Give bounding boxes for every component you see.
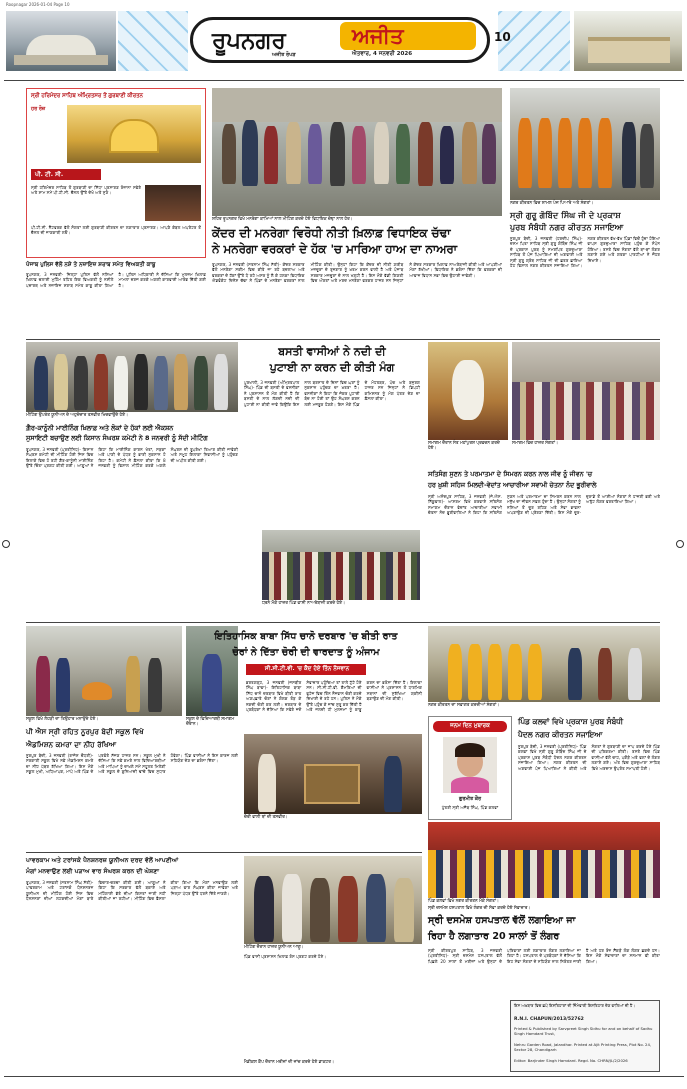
theft-photo-caption: ਚੋਰੀ ਵਾਲੀ ਥਾਂ ਦੀ ਤਸਵੀਰ। <box>244 815 288 820</box>
school-headline-1: ਪੀ ਐਸ ਸ੍ਰੀ ਰਹਿਤ ਨੂਰਪੁਰ ਬੇਦੀ ਸਕੂਲ ਵਿਖੇ <box>26 727 144 736</box>
panj-pyare-figure <box>578 118 592 188</box>
person-figure <box>440 126 454 184</box>
guru-body: ਨੂਰਪੁਰ ਬੇਦੀ, 3 ਜਨਵਰੀ (ਹਰਦੀਪ ਸਿੰਘ)- ਦਸਮ ਪਿਤਾ ਸਾਹਿਬ ਸ੍ਰੀ ਗੁਰੂ ਗੋਬਿੰਦ ਸਿੰਘ ਜੀ ਦੇ ਪ੍ਰਕਾਸ਼ ਪੁਰਬ ਨੂੰ ਸਮਰਪਿਤ ਗੁਰਦੁਆਰਾ ਸਾਹਿਬ ਤੋਂ ਪੰਜ ਪਿਆਰਿਆਂ ਦੀ ਅਗਵਾਈ ਅਤੇ ਸ੍ਰੀ ਗੁਰੂ ਗ੍ਰੰਥ ਸਾਹਿਬ ਜੀ ਦੀ ਛਤਰ ਛਾਇਆ ਹੇਠ ਵਿਸ਼ਾਲ ਨਗਰ ਕੀਰਤਨ ਸਜਾਇਆ ਗਿਆ। ਨਗਰ ਕੀਰਤਨ ਵੱਖ-ਵੱਖ ਪਿੰਡਾਂ ਵਿਚੋਂ ਹੁੰਦਾ ਹੋਇਆ ਵਾਪਸ ਗੁਰਦੁਆਰਾ ਸਾਹਿਬ ਪਹੁੰਚ ਕੇ ਸੰਪੰਨ ਹੋਇਆ। ਰਸਤੇ ਵਿਚ ਸੰਗਤਾਂ ਵੱਲੋਂ ਥਾਂ-ਥਾਂ ਲੰਗਰ ਲਗਾਏ ਗਏ ਅਤੇ ਗਤਕਾ ਪਾਰਟੀਆਂ ਨੇ ਜੌਹਰ ਦਿਖਾਏ। <box>510 236 660 269</box>
sangat-crowd <box>512 382 660 440</box>
person-figure <box>394 878 414 942</box>
satsang-headline-1: ਸਤਿਸੰਗ ਸੁਣਨ ਤੇ ਪਰਮਾਤਮਾ ਦੇ ਸਿਮਰਨ ਕਰਨ ਨਾਲ ਜੀਵ ਨੂੰ ਜੀਵਨ 'ਚ <box>428 470 593 478</box>
birthday-box <box>428 716 512 820</box>
person-figure <box>310 878 330 942</box>
person-figure <box>396 124 410 184</box>
protest-caption: ਧਰਨੇ ਮੌਕੇ ਹਾਜ਼ਰ ਪਿੰਡ ਵਾਸੀ ਨਾਅਰੇਬਾਜ਼ੀ ਕਰਦੇ ਹੋਏ। <box>262 601 345 606</box>
union-body: ਰੂਪਨਗਰ, 3 ਜਨਵਰੀ (ਸਤਨਾਮ ਸਿੰਘ ਸੱਤੀ)- ਪਾਵਰਕਾਮ ਅਤੇ ਟਰਾਂਸਕੋ ਪੈਨਸ਼ਨਰਜ਼ ਯੂਨੀਅਨ ਦੀ ਮੀਟਿੰਗ ਹੋਈ ਜਿਸ ਵਿਚ ਪੈਨਸ਼ਨਰਾਂ ਦੀਆਂ ਲਟਕਦੀਆਂ ਮੰਗਾਂ ਬਾਰੇ ਵਿਚਾਰ-ਚਰਚਾ ਕੀਤੀ ਗਈ। ਆਗੂਆਂ ਨੇ ਕਿਹਾ ਕਿ ਸਰਕਾਰ ਵੱਲੋਂ ਬਕਾਏ ਅਤੇ ਮਹਿੰਗਾਈ ਭੱਤੇ ਦੀਆਂ ਕਿਸ਼ਤਾਂ ਜਾਰੀ ਨਹੀਂ ਕੀਤੀਆਂ ਜਾ ਰਹੀਆਂ। ਮੀਟਿੰਗ ਵਿਚ ਫ਼ੈਸਲਾ ਕੀਤਾ ਗਿਆ ਕਿ ਮੰਗਾਂ ਮਨਵਾਉਣ ਲਈ ਪੜਾਅ ਵਾਰ ਸੰਘਰਸ਼ ਕੀਤਾ ਜਾਵੇਗਾ ਅਤੇ ਜ਼ਿਲ੍ਹਾ ਪੱਧਰ ਉੱਤੇ ਧਰਨੇ ਦਿੱਤੇ ਜਾਣਗੇ। <box>26 880 238 902</box>
school-photo <box>26 626 182 716</box>
satsang-body: ਸ੍ਰੀ ਅਨੰਦਪੁਰ ਸਾਹਿਬ, 3 ਜਨਵਰੀ (ਜੇ.ਐਸ. ਨਿੱਕੂਵਾਲ)- ਆਸ਼ਰਮ ਵਿਖੇ ਕਰਵਾਏ ਸਤਿਸੰਗ ਸਮਾਗਮ ਦੌਰਾਨ ਵੇਦਾਂਤ ਆਚਾਰੀਆ ਸਵਾਮੀ ਚੇਤਨਾ ਨੰਦ ਭੂਰੀਵਾਲਿਆਂ ਨੇ ਕਿਹਾ ਕਿ ਸਤਿਸੰਗ ਸੁਣਨ ਅਤੇ ਪਰਮਾਤਮਾ ਦਾ ਸਿਮਰਨ ਕਰਨ ਨਾਲ ਮਨੁੱਖ ਦਾ ਜੀਵਨ ਸਫ਼ਲ ਹੁੰਦਾ ਹੈ। ਉਨ੍ਹਾਂ ਸੰਗਤਾਂ ਨੂੰ ਨਸ਼ਿਆਂ ਤੋਂ ਦੂਰ ਰਹਿਣ ਅਤੇ ਸੇਵਾ ਭਾਵਨਾ ਅਪਣਾਉਣ ਦੀ ਪ੍ਰੇਰਣਾ ਦਿੱਤੀ। ਇਸ ਮੌਕੇ ਦੂਰ-ਦੁਰਾਡੇ ਤੋਂ ਆਈਆਂ ਸੰਗਤਾਂ ਨੇ ਹਾਜ਼ਰੀ ਭਰੀ ਅਤੇ ਅਤੁੱਟ ਲੰਗਰ ਵਰਤਾਇਆ ਗਿਆ। <box>428 494 660 516</box>
lead-photo-building <box>212 88 502 122</box>
person-figure <box>222 124 236 184</box>
lead-photo <box>212 88 502 216</box>
person-figure <box>568 648 582 700</box>
lead-photo-caption: ਸ਼ਹਿਰ ਰੂਪਨਗਰ ਵਿਖੇ ਮਨਰੇਗਾ ਕਾਮਿਆਂ ਨਾਲ ਮੀਟਿੰਗ ਕਰਦੇ ਹੋਏ ਵਿਧਾਇਕ ਚੱਢਾ ਨਾਲ ਹੋਰ। <box>212 217 353 222</box>
union-headline-2: ਮੰਗਾਂ ਮਨਵਾਉਣ ਲਈ ਪੜਾਅ ਵਾਰ ਸੰਘਰਸ਼ ਕਰਨ ਦੀ ਘੋਸ਼ਣਾ <box>26 868 160 875</box>
birthday-title: ਜਨਮ ਦਿਨ ਮੁਬਾਰਕ <box>450 723 490 729</box>
person-figure <box>194 356 208 410</box>
panj-pyare-figure <box>558 118 572 188</box>
guru-photo <box>510 88 660 200</box>
person-figure <box>242 120 258 186</box>
kalwan-headline-2: ਪੈਦਲ ਨਗਰ ਕੀਰਤਨ ਸਜਾਇਆ <box>518 730 603 739</box>
person-figure <box>374 122 389 184</box>
person-figure <box>154 356 168 410</box>
masthead-date: ਐਤਵਾਰ, 4 ਜਨਵਰੀ 2026 <box>352 51 413 57</box>
person-figure <box>114 356 128 410</box>
ad-temple-photo <box>67 105 201 163</box>
guru-headline-1: ਸ੍ਰੀ ਗੁਰੂ ਗੋਬਿੰਦ ਸਿੰਘ ਜੀ ਦੇ ਪ੍ਰਕਾਸ਼ <box>510 210 621 220</box>
river-headline-2: ਪੁਟਾਈ ਨਾ ਕਰਨ ਦੀ ਕੀਤੀ ਮੰਗ <box>269 361 395 374</box>
person-figure <box>282 874 302 942</box>
panj-pyare-figure <box>598 118 612 188</box>
imprint-line1: Printed & Published by Sarvpreet Singh Sidhu for and on behalf of Sadhu Singh Hamdard Trust, <box>514 1026 653 1036</box>
person-figure <box>482 124 496 184</box>
fort-building <box>588 37 670 63</box>
person-figure <box>640 124 654 188</box>
kalwan-headline-1: ਪਿੰਡ ਕਲਵਾਂ ਵਿਖੇ ਪ੍ਰਕਾਸ਼ ਪੁਰਬ ਸੰਬੰਧੀ <box>518 717 624 726</box>
person-figure <box>126 656 140 712</box>
protest-crowd <box>262 552 420 600</box>
meeting-photo-caption: ਮੀਟਿੰਗ ਉਪਰੰਤ ਯੂਨੀਅਨ ਦੇ ਅਹੁਦੇਦਾਰ ਤਸਵੀਰ ਖਿਚਵਾਉਂਦੇ ਹੋਏ। <box>26 413 128 418</box>
imprint-box <box>510 1000 660 1072</box>
kalwan-photo <box>428 822 660 898</box>
kalwan-caption: ਪਿੰਡ ਕਲਵਾਂ ਵਿਖੇ ਨਗਰ ਕੀਰਤਨ ਮੌਕੇ ਸੰਗਤਾਂ। <box>428 899 499 904</box>
lead-body: ਰੂਪਨਗਰ, 3 ਜਨਵਰੀ (ਸਤਨਾਮ ਸਿੰਘ ਸੱਤੀ)- ਕੇਂਦਰ ਸਰਕਾਰ ਵੱਲੋਂ ਮਨਰੇਗਾ ਸਕੀਮ ਵਿਚ ਕੀਤੇ ਜਾ ਰਹੇ ਬਦਲਾਅ ਅਤੇ ਵਰਕਰਾਂ ਦੇ ਹੱਕਾਂ ਉੱਤੇ ਪੈ ਰਹੇ ਅਸਰ ਨੂੰ ਲੈ ਕੇ ਹਲਕਾ ਵਿਧਾਇਕ ਐਡਵੋਕੇਟ ਦਿਨੇਸ਼ ਚੱਢਾ ਨੇ ਪਿੰਡਾਂ ਦੇ ਮਨਰੇਗਾ ਵਰਕਰਾਂ ਨਾਲ ਮੀਟਿੰਗ ਕੀਤੀ। ਉਨ੍ਹਾਂ ਕਿਹਾ ਕਿ ਕੇਂਦਰ ਦੀ ਨੀਤੀ ਗ਼ਰੀਬ ਮਜ਼ਦੂਰਾਂ ਦੇ ਰੁਜ਼ਗਾਰ ਨੂੰ ਖ਼ਤਮ ਕਰਨ ਵਾਲੀ ਹੈ ਅਤੇ ਪੰਜਾਬ ਸਰਕਾਰ ਮਜ਼ਦੂਰਾਂ ਦੇ ਨਾਲ ਖੜ੍ਹੀ ਹੈ। ਇਸ ਮੌਕੇ ਵੱਡੀ ਗਿਣਤੀ ਵਿਚ ਔਰਤਾਂ ਅਤੇ ਮਰਦ ਮਨਰੇਗਾ ਵਰਕਰ ਹਾਜ਼ਰ ਸਨ ਜਿਨ੍ਹਾਂ ਨੇ ਕੇਂਦਰ ਸਰਕਾਰ ਖ਼ਿਲਾਫ਼ ਨਾਅਰੇਬਾਜ਼ੀ ਕੀਤੀ ਅਤੇ ਆਪਣੀਆਂ ਮੰਗਾਂ ਰੱਖੀਆਂ। ਵਿਧਾਇਕ ਨੇ ਭਰੋਸਾ ਦਿੱਤਾ ਕਿ ਵਰਕਰਾਂ ਦੀ ਆਵਾਜ਼ ਵਿਧਾਨ ਸਭਾ ਵਿਚ ਉਠਾਈ ਜਾਵੇਗੀ। <box>212 262 502 284</box>
cctv-strap: ਸੀ.ਸੀ.ਟੀ.ਵੀ. 'ਚ ਕੈਦ ਹੋਏ ਤਿੰਨ ਨੌਜਵਾਨ <box>264 666 350 672</box>
ad-live-label: ਹਰ ਰੋਜ਼ <box>31 106 46 112</box>
satsang-caption-2: ਸਮਾਗਮ ਵਿਚ ਹਾਜ਼ਰ ਸੰਗਤਾਂ। <box>512 441 558 446</box>
page-number: 10 <box>494 30 511 44</box>
birthday-name: ਗੁਰਮੀਤ ਕੌਰ <box>459 797 481 802</box>
person-figure <box>258 754 276 812</box>
bottom-rule <box>4 1076 684 1077</box>
person-figure <box>254 876 274 942</box>
person-figure <box>598 648 612 700</box>
section-rule-2 <box>26 622 660 623</box>
small-left-headline: ਪੰਜਾਬ ਪੁਲਿਸ ਵੱਲੋਂ ਨਸ਼ੇ ਤੇ ਨਜ਼ਾਇਜ਼ ਸ਼ਰਾਬ ਸਮੇਤ ਵਿਅਕਤੀ ਕਾਬੂ <box>26 262 156 268</box>
person-figure <box>174 354 188 410</box>
meeting-headline-1: ਗ਼ੈਰ-ਕਾਨੂੰਨੀ ਮਾਈਨਿੰਗ ਖ਼ਿਲਾਫ਼ ਅਤੇ ਲੋਕਾਂ ਦੇ ਹੱਕਾਂ ਲਈ ਐਕਸ਼ਨ <box>26 424 174 432</box>
person-figure <box>56 658 70 712</box>
masthead-pattern-left <box>118 11 188 71</box>
panj-pyare-figure <box>508 644 522 700</box>
satsang-photo-2 <box>512 342 660 440</box>
birthday-sub: ਪੁੱਤਰੀ ਸ੍ਰੀ ਅਜੈਬ ਸਿੰਘ, ਪਿੰਡ ਕਲਵਾਂ <box>441 805 499 810</box>
masthead-right-photo <box>574 11 682 71</box>
person-figure <box>418 122 433 186</box>
imprint-regn: R.N.I. CHAPUN/2013/52762 <box>514 1017 584 1022</box>
person-figure <box>462 122 477 184</box>
ad-body: ਸ੍ਰੀ ਹਰਿਮੰਦਰ ਸਾਹਿਬ ਤੋਂ ਗੁਰਬਾਣੀ ਦਾ ਸਿੱਧਾ ਪ੍ਰਸਾਰਣ ਰੋਜ਼ਾਨਾ ਸਵੇਰੇ ਅਤੇ ਸ਼ਾਮ ਸਮੇਂ ਪੀ.ਟੀ.ਸੀ. ਚੈਨਲ ਉੱਤੇ ਦੇਖੋ ਅਤੇ ਸੁਣੋ। <box>31 185 141 196</box>
child-dress <box>451 777 489 793</box>
panj-pyare-figure <box>518 118 532 188</box>
union-photo <box>244 856 422 944</box>
hospital-photo-caption: ਸ੍ਰੀ ਦਸਮੇਸ਼ ਹਸਪਤਾਲ ਵਿਖੇ ਲੰਗਰ ਦੀ ਸੇਵਾ ਕਰਦੇ ਹੋਏ ਸੇਵਾਦਾਰ। <box>428 906 531 911</box>
masthead-sub: ਅਜੀਤ ਰੋਪੜ <box>272 52 296 58</box>
person-figure <box>330 122 345 186</box>
ad-title: ਸ੍ਰੀ ਹਰਿਮੰਦਰ ਸਾਹਿਬ ਅੰਮ੍ਰਿਤਸਰ ਤੋਂ ਗੁਰਬਾਣੀ ਕੀਰਤਨ <box>31 93 143 99</box>
person-figure <box>36 656 50 712</box>
bonfire <box>82 682 112 700</box>
broken-golak <box>304 764 360 804</box>
panj-pyare-figure <box>528 644 542 700</box>
person-figure <box>74 356 88 410</box>
hospital-body: ਸ੍ਰੀ ਕੀਰਤਪੁਰ ਸਾਹਿਬ, 3 ਜਨਵਰੀ (ਪ੍ਰਤੀਨਿਧ)- ਸ੍ਰੀ ਦਸਮੇਸ਼ ਹਸਪਤਾਲ ਵੱਲੋਂ ਪਿਛਲੇ 20 ਸਾਲਾਂ ਤੋਂ ਮਰੀਜ਼ਾਂ ਅਤੇ ਉਨ੍ਹਾਂ ਦੇ ਪਰਿਵਾਰਾਂ ਲਈ ਲਗਾਤਾਰ ਲੰਗਰ ਲਗਾਇਆ ਜਾ ਰਿਹਾ ਹੈ। ਹਸਪਤਾਲ ਦੇ ਪ੍ਰਬੰਧਕਾਂ ਨੇ ਦੱਸਿਆ ਕਿ ਇਹ ਸੇਵਾ ਸੰਗਤਾਂ ਦੇ ਸਹਿਯੋਗ ਨਾਲ ਨਿਰੰਤਰ ਜਾਰੀ ਹੈ ਅਤੇ ਹਰ ਰੋਜ਼ ਸੈਂਕੜੇ ਲੋਕ ਲੰਗਰ ਛਕਦੇ ਹਨ। ਇਸ ਮੌਕੇ ਸੇਵਾਦਾਰਾਂ ਦਾ ਸਨਮਾਨ ਵੀ ਕੀਤਾ ਗਿਆ। <box>428 948 660 964</box>
birthday-photo <box>443 737 497 793</box>
masthead-city: ਰੂਪਨਗਰ <box>212 28 286 54</box>
temple-base <box>14 55 108 65</box>
imprint-text: ਇਸ ਅਖ਼ਬਾਰ ਵਿਚ ਛਪੇ ਇਸ਼ਤਿਹਾਰਾਂ ਦੀ ਜ਼ਿੰਮੇਵਾਰੀ ਇਸ਼ਤਿਹਾਰ ਦੇਣ ਵਾਲਿਆਂ ਦੀ ਹੈ। <box>514 1003 636 1008</box>
kirtan-photo <box>428 626 660 702</box>
kirtan-caption: ਨਗਰ ਕੀਰਤਨ ਦਾ ਸਵਾਗਤ ਕਰਦੀਆਂ ਸੰਗਤਾਂ। <box>428 703 500 708</box>
golden-temple <box>111 121 157 151</box>
kalwan-body: ਨੂਰਪੁਰ ਬੇਦੀ, 3 ਜਨਵਰੀ (ਪ੍ਰਤੀਨਿਧ)- ਪਿੰਡ ਕਲਵਾਂ ਵਿਖੇ ਸ੍ਰੀ ਗੁਰੂ ਗੋਬਿੰਦ ਸਿੰਘ ਜੀ ਦੇ ਪ੍ਰਕਾਸ਼ ਪੁਰਬ ਸੰਬੰਧੀ ਪੈਦਲ ਨਗਰ ਕੀਰਤਨ ਸਜਾਇਆ ਗਿਆ। ਨਗਰ ਕੀਰਤਨ ਦੀ ਅਗਵਾਈ ਪੰਜ ਪਿਆਰਿਆਂ ਨੇ ਕੀਤੀ ਅਤੇ ਸੰਗਤਾਂ ਨੇ ਗੁਰਬਾਣੀ ਦਾ ਜਾਪ ਕਰਦੇ ਹੋਏ ਪਿੰਡ ਦੀ ਪਰਿਕਰਮਾ ਕੀਤੀ। ਰਸਤੇ ਵਿਚ ਪਿੰਡ ਵਾਸੀਆਂ ਵੱਲੋਂ ਚਾਹ, ਪਕੌੜੇ ਅਤੇ ਫਲਾਂ ਦੇ ਲੰਗਰ ਲਗਾਏ ਗਏ। ਅੰਤ ਵਿਚ ਗੁਰਦੁਆਰਾ ਸਾਹਿਬ ਵਿਖੇ ਅਰਦਾਸ ਉਪਰੰਤ ਸਮਾਪਤੀ ਹੋਈ। <box>518 744 660 771</box>
masthead-rule <box>4 80 684 81</box>
person-figure <box>366 874 386 942</box>
river-body: ਪੁਰਖਾਲੀ, 3 ਜਨਵਰੀ (ਅੰਮ੍ਰਿਤਪਾਲ ਸਿੰਘ)- ਪਿੰਡ ਦੀ ਬਸਤੀ ਦੇ ਵਸਨੀਕਾਂ ਨੇ ਪ੍ਰਸ਼ਾਸਨ ਤੋਂ ਮੰਗ ਕੀਤੀ ਹੈ ਕਿ ਬਸਤੀ ਦੇ ਨਾਲ ਲੱਗਦੀ ਨਦੀ ਦੀ ਪੁਟਾਈ ਨਾ ਕੀਤੀ ਜਾਵੇ ਕਿਉਂਕਿ ਇਸ ਨਾਲ ਬਰਸਾਤ ਦੇ ਦਿਨਾਂ ਵਿਚ ਘਰਾਂ ਨੂੰ ਨੁਕਸਾਨ ਪਹੁੰਚਣ ਦਾ ਖ਼ਤਰਾ ਹੈ। ਵਸਨੀਕਾਂ ਨੇ ਕਿਹਾ ਕਿ ਜੇਕਰ ਪੁਟਾਈ ਬੰਦ ਨਾ ਹੋਈ ਤਾਂ ਉਹ ਸੰਘਰਸ਼ ਕਰਨ ਲਈ ਮਜਬੂਰ ਹੋਣਗੇ। ਇਸ ਮੌਕੇ ਪਿੰਡ ਦੇ ਮੋਹਤਬਰ, ਪੰਚ ਅਤੇ ਬਜ਼ੁਰਗ ਹਾਜ਼ਰ ਸਨ ਜਿਨ੍ਹਾਂ ਨੇ ਡਿਪਟੀ ਕਮਿਸ਼ਨਰ ਨੂੰ ਮੰਗ ਪੱਤਰ ਦੇਣ ਦਾ ਫ਼ੈਸਲਾ ਕੀਤਾ। <box>244 380 420 407</box>
panj-pyare-figure <box>448 644 462 700</box>
satsang-photo-1 <box>428 342 508 440</box>
kalwan-crowd <box>428 850 660 898</box>
meeting-body: ਰੂਪਨਗਰ, 3 ਜਨਵਰੀ (ਪ੍ਰਤੀਨਿਧ)- ਕਿਸਾਨ ਸੰਘਰਸ਼ ਕਮੇਟੀ ਦੀ ਮੀਟਿੰਗ ਹੋਈ ਜਿਸ ਵਿਚ ਇਲਾਕੇ ਵਿਚ ਹੋ ਰਹੀ ਗ਼ੈਰ-ਕਾਨੂੰਨੀ ਮਾਈਨਿੰਗ ਉੱਤੇ ਚਿੰਤਾ ਪ੍ਰਗਟ ਕੀਤੀ ਗਈ। ਆਗੂਆਂ ਨੇ ਕਿਹਾ ਕਿ ਮਾਈਨਿੰਗ ਕਾਰਨ ਖੇਤਾਂ, ਸੜਕਾਂ ਅਤੇ ਪਾਣੀ ਦੇ ਪੱਧਰ ਨੂੰ ਭਾਰੀ ਨੁਕਸਾਨ ਹੋ ਰਿਹਾ ਹੈ। ਕਮੇਟੀ ਨੇ ਫ਼ੈਸਲਾ ਕੀਤਾ ਕਿ 8 ਜਨਵਰੀ ਨੂੰ ਵਿਸ਼ਾਲ ਮੀਟਿੰਗ ਕਰਕੇ ਅਗਲੇ ਸੰਘਰਸ਼ ਦੀ ਰੂਪਰੇਖਾ ਤਿਆਰ ਕੀਤੀ ਜਾਵੇਗੀ ਅਤੇ ਸਮੂਹ ਇਲਾਕਾ ਨਿਵਾਸੀਆਂ ਨੂੰ ਪਹੁੰਚਣ ਦੀ ਅਪੀਲ ਕੀਤੀ ਗਈ। <box>26 447 238 469</box>
person-figure <box>264 126 278 184</box>
union-photo-caption: ਮੀਟਿੰਗ ਦੌਰਾਨ ਹਾਜ਼ਰ ਯੂਨੀਅਨ ਆਗੂ। <box>244 945 304 950</box>
child-hair <box>455 743 485 757</box>
guru-photo-caption: ਨਗਰ ਕੀਰਤਨ ਵਿਚ ਸ਼ਾਮਲ ਪੰਜ ਪਿਆਰੇ ਅਤੇ ਸੰਗਤਾਂ। <box>510 201 594 206</box>
person-figure <box>352 126 366 184</box>
meeting-headline-2: ਸੁਸਾਇਟੀ ਬਚਾਉਣ ਲਈ ਕਿਸਾਨ ਸੰਘਰਸ਼ ਕਮੇਟੀ ਨੇ 8 ਜਨਵਰੀ ਨੂੰ ਸੱਦੀ ਮੀਟਿੰਗ <box>26 434 208 442</box>
panj-pyare-figure <box>538 118 552 188</box>
protest-photo <box>262 530 420 600</box>
registration-mark-left <box>2 540 10 548</box>
masthead-left-photo <box>6 11 116 71</box>
masthead <box>0 9 687 81</box>
student-figure <box>202 654 222 712</box>
person-figure <box>94 354 108 410</box>
registration-mark-right <box>676 540 684 548</box>
school-body: ਨੂਰਪੁਰ ਬੇਦੀ, 3 ਜਨਵਰੀ (ਰਾਜੇਸ਼ ਚੌਧਰੀ)- ਸਰਕਾਰੀ ਸਕੂਲ ਵਿਖੇ ਨਵੇਂ ਐਡਮਿਸ਼ਨ ਕਮਰੇ ਦਾ ਨੀਂਹ ਪੱਥਰ ਰੱਖਿਆ ਗਿਆ। ਇਸ ਮੌਕੇ ਸਕੂਲ ਮੁਖੀ, ਅਧਿਆਪਕ, ਮਾਪੇ ਅਤੇ ਪਿੰਡ ਦੇ ਪਤਵੰਤੇ ਸੱਜਣ ਹਾਜ਼ਰ ਸਨ। ਸਕੂਲ ਮੁਖੀ ਨੇ ਦੱਸਿਆ ਕਿ ਨਵੇਂ ਕਮਰੇ ਨਾਲ ਵਿਦਿਆਰਥੀਆਂ ਅਤੇ ਮਾਪਿਆਂ ਨੂੰ ਦਾਖ਼ਲੇ ਸਮੇਂ ਸਹੂਲਤ ਮਿਲੇਗੀ ਅਤੇ ਸਕੂਲ ਦੇ ਬੁਨਿਆਦੀ ਢਾਂਚੇ ਵਿਚ ਸੁਧਾਰ ਹੋਵੇਗਾ। ਪਿੰਡ ਵਾਸੀਆਂ ਨੇ ਇਸ ਕਾਰਜ ਲਈ ਸਹਿਯੋਗ ਦੇਣ ਦਾ ਭਰੋਸਾ ਦਿੱਤਾ। <box>26 753 238 775</box>
person-figure <box>54 354 68 410</box>
person-figure <box>286 122 301 184</box>
ad-footer: ਪੀ.ਟੀ.ਸੀ. ਨੈੱਟਵਰਕ ਵੱਲੋਂ ਸੰਗਤਾਂ ਲਈ ਗੁਰਬਾਣੀ ਕੀਰਤਨ ਦਾ ਲਗਾਤਾਰ ਪ੍ਰਸਾਰਣ। ਆਪਣੇ ਕੇਬਲ ਅਪਰੇਟਰ ਤੋਂ ਚੈਨਲ ਦੀ ਜਾਣਕਾਰੀ ਲਓ। <box>31 225 201 236</box>
person-figure <box>338 876 358 942</box>
theft-photo <box>244 734 422 814</box>
section-rule-1 <box>26 339 660 340</box>
river-headline-1: ਬਸਤੀ ਵਾਸੀਆਂ ਨੇ ਨਦੀ ਦੀ <box>278 345 386 358</box>
lead-headline-1: ਕੇਂਦਰ ਦੀ ਮਨਰੇਗਾ ਵਿਰੋਧੀ ਨੀਤੀ ਖ਼ਿਲਾਫ਼ ਵਿਧਾਇਕ ਚੱਢਾ <box>212 226 451 240</box>
lead-headline-2: ਨੇ ਮਨਰੇਗਾ ਵਰਕਰਾਂ ਦੇ ਹੱਕ 'ਚ ਮਾਰਿਆ ਹਾਅ ਦਾ ਨਾਅਰਾ <box>212 242 458 256</box>
person-figure <box>34 356 48 410</box>
small-left-body: ਰੂਪਨਗਰ, 3 ਜਨਵਰੀ- ਜ਼ਿਲ੍ਹਾ ਪੁਲਿਸ ਵੱਲੋਂ ਨਸ਼ਿਆਂ ਖ਼ਿਲਾਫ਼ ਚਲਾਈ ਮੁਹਿੰਮ ਤਹਿਤ ਇਕ ਵਿਅਕਤੀ ਨੂੰ ਨਸ਼ੀਲੇ ਪਦਾਰਥ ਅਤੇ ਨਜ਼ਾਇਜ਼ ਸ਼ਰਾਬ ਸਮੇਤ ਕਾਬੂ ਕੀਤਾ ਗਿਆ ਹੈ। ਪੁਲਿਸ ਅਧਿਕਾਰੀ ਨੇ ਦੱਸਿਆ ਕਿ ਮੁਲਜ਼ਮ ਖ਼ਿਲਾਫ਼ ਮਾਮਲਾ ਦਰਜ ਕਰਕੇ ਅਗਲੀ ਕਾਰਵਾਈ ਆਰੰਭ ਦਿੱਤੀ ਗਈ ਹੈ। <box>26 272 206 288</box>
masthead-paper: ਅਜੀਤ <box>352 24 404 48</box>
satsang-headline-2: ਹਰ ਖ਼ੁਸ਼ੀ ਸਹਿਜ ਮਿਲਦੀ-ਵੇਦਾਂਤ ਆਚਾਰੀਆ ਸਵਾਮੀ ਚੇਤਨਾ ਨੰਦ ਭੂਰੀਵਾਲੇ <box>428 481 597 489</box>
person-figure <box>214 354 228 410</box>
union-headline-1: ਪਾਵਰਕਾਮ ਅਤੇ ਟਰਾਂਸਕੋ ਪੈਨਸ਼ਨਰਜ਼ ਯੂਨੀਅਨ ਦਰਦ ਵੱਲੋਂ ਆਪਣੀਆਂ <box>26 857 179 864</box>
theft-headline-2: ਚੋਰਾਂ ਨੇ ਦਿੱਤਾ ਚੋਰੀ ਦੀ ਵਾਰਦਾਤ ਨੂੰ ਅੰਜਾਮ <box>232 647 380 658</box>
person-figure <box>622 122 636 188</box>
panj-pyare-figure <box>488 644 502 700</box>
print-slug: Roopnagar 2026-01-04 Page 10 <box>6 2 70 7</box>
imprint-line3: Editor: Barjinder Singh Hamdard. Regd. No. CHRN/JL/2/2026 <box>514 1058 628 1063</box>
swami-figure <box>452 360 484 420</box>
hospital-headline-2: ਰਿਹਾ ਹੈ ਲਗਾਤਾਰ 20 ਸਾਲਾਂ ਤੋਂ ਲੰਗਰ <box>428 931 560 942</box>
meeting-photo <box>26 342 238 412</box>
person-figure <box>134 354 148 410</box>
person-figure <box>628 648 642 700</box>
section-rule-3 <box>26 852 422 853</box>
union-continued: ਪਿੰਡ ਵਾਸੀ ਪ੍ਰਸ਼ਾਸਨ ਖਿਲਾਫ਼ ਰੋਸ ਪ੍ਰਗਟ ਕਰਦੇ ਹੋਏ। <box>244 954 327 959</box>
theft-body: ਭਰਤਗੜ੍ਹ, 3 ਜਨਵਰੀ (ਜਸਬੀਰ ਸਿੰਘ ਬਾਵਾ)- ਇਤਿਹਾਸਿਕ ਬਾਬਾ ਸਿੱਧ ਚਾਨੋ ਦਰਬਾਰ ਵਿਖੇ ਬੀਤੀ ਰਾਤ ਅਣਪਛਾਤੇ ਚੋਰਾਂ ਨੇ ਗੋਲਕ ਤੋੜ ਕੇ ਨਕਦੀ ਚੋਰੀ ਕਰ ਲਈ। ਦਰਬਾਰ ਦੇ ਪ੍ਰਬੰਧਕਾਂ ਨੇ ਦੱਸਿਆ ਕਿ ਸਵੇਰੇ ਜਦੋਂ ਸੇਵਾਦਾਰ ਪਹੁੰਚਿਆ ਤਾਂ ਤਾਲੇ ਟੁੱਟੇ ਹੋਏ ਸਨ। ਸੀ.ਸੀ.ਟੀ.ਵੀ. ਕੈਮਰਿਆਂ ਦੀ ਫੁਟੇਜ ਵਿਚ ਤਿੰਨ ਨੌਜਵਾਨ ਚੋਰੀ ਕਰਦੇ ਦਿਖਾਈ ਦੇ ਰਹੇ ਹਨ। ਪੁਲਿਸ ਨੇ ਮੌਕੇ ਉੱਤੇ ਪਹੁੰਚ ਕੇ ਜਾਂਚ ਸ਼ੁਰੂ ਕਰ ਦਿੱਤੀ ਹੈ ਅਤੇ ਜਲਦੀ ਹੀ ਮੁਲਜ਼ਮਾਂ ਨੂੰ ਕਾਬੂ ਕਰਨ ਦਾ ਭਰੋਸਾ ਦਿੱਤਾ ਹੈ। ਇਲਾਕਾ ਵਾਸੀਆਂ ਨੇ ਪ੍ਰਸ਼ਾਸਨ ਤੋਂ ਧਾਰਮਿਕ ਸਥਾਨਾਂ ਦੀ ਸੁਰੱਖਿਆ ਯਕੀਨੀ ਬਣਾਉਣ ਦੀ ਮੰਗ ਕੀਤੀ। <box>246 680 422 713</box>
satsang-caption-1: ਸਮਾਗਮ ਦੌਰਾਨ ਸੰਤ ਮਹਾਂਪੁਰਸ਼ ਪ੍ਰਵਚਨ ਕਰਦੇ ਹੋਏ। <box>428 441 500 451</box>
person-figure <box>384 756 402 812</box>
school-caption-1: ਸਕੂਲ ਵਿਖੇ ਲੋਹੜੀ ਦਾ ਤਿਉਹਾਰ ਮਨਾਉਂਦੇ ਹੋਏ। <box>26 717 99 722</box>
hospital-headline-1: ਸ੍ਰੀ ਦਸਮੇਸ਼ ਹਸਪਤਾਲ ਵੱਲੋਂ ਲਗਾਇਆ ਜਾ <box>428 915 576 926</box>
person-figure <box>308 124 322 184</box>
school-caption-2: ਸਕੂਲ ਦੇ ਵਿਦਿਆਰਥੀ ਸਮਾਗਮ ਦੌਰਾਨ। <box>186 717 235 727</box>
person-figure <box>148 658 162 712</box>
guru-headline-2: ਪੁਰਬ ਸੰਬੰਧੀ ਨਗਰ ਕੀਰਤਨ ਸਜਾਇਆ <box>510 222 624 232</box>
ad-kirtan-photo <box>145 185 201 221</box>
school-headline-2: ਐਡਮਿਸ਼ਨ ਕਮਰਾ ਦਾ ਨੀਂਹ ਰੱਖਿਆ <box>26 740 117 749</box>
theft-headline-1: ਇਤਿਹਾਸਿਕ ਬਾਬਾ ਸਿੱਧ ਚਾਨੋ ਦਰਬਾਰ 'ਚ ਬੀਤੀ ਰਾਤ <box>214 631 398 642</box>
camp-caption: ਮੈਡੀਕਲ ਕੈਂਪ ਦੌਰਾਨ ਮਰੀਜ਼ਾਂ ਦੀ ਜਾਂਚ ਕਰਦੇ ਹੋਏ ਡਾਕਟਰ। <box>244 1060 334 1065</box>
imprint-line2: Nehru Garden Road, Jalandhar. Printed at Ajit Printing Press, Plot No. 24, Sector 28, Chandigarh <box>514 1042 652 1052</box>
ptc-ad-box <box>26 88 206 258</box>
panj-pyare-figure <box>468 644 482 700</box>
ad-channel: ਪੀ. ਟੀ. ਸੀ. <box>35 171 64 178</box>
